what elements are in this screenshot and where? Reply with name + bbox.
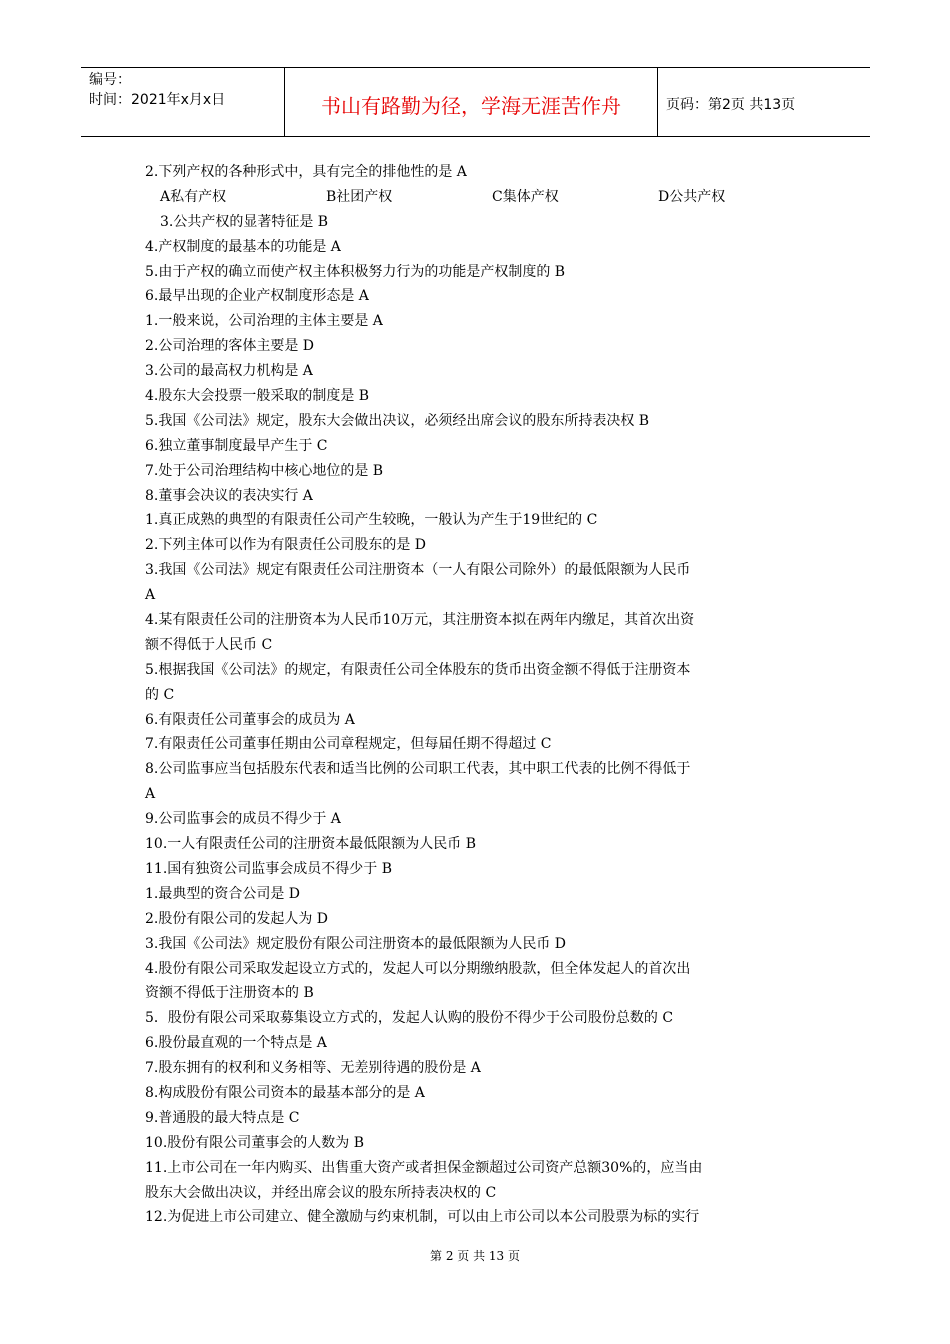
doc-number: 编号：	[89, 72, 131, 88]
text-line: 9.普通股的最大特点是 C	[145, 1109, 300, 1126]
text-line: A	[145, 587, 156, 604]
header-meta	[81, 68, 284, 136]
text-line: 10.股份有限公司董事会的人数为 B	[145, 1134, 365, 1151]
text-line: 9.公司监事会的成员不得少于 A	[145, 811, 341, 828]
option-b: B社团产权	[326, 188, 393, 205]
text-line: 7.有限责任公司董事任期由公司章程规定，但每届任期不得超过 C	[145, 736, 552, 753]
text-line: 11.上市公司在一年内购买、出售重大资产或者担保金额超过公司资产总额30%的，应当由	[145, 1159, 703, 1176]
option-c: C集体产权	[492, 188, 559, 205]
text-line: 6.股份最直观的一个特点是 A	[145, 1035, 327, 1052]
text-line: 7.股东拥有的权利和义务相等、无差别待遇的股份是 A	[145, 1060, 481, 1077]
text-line: 6.有限责任公司董事会的成员为 A	[145, 711, 355, 728]
answer-options	[145, 185, 815, 210]
text-line: 2.公司治理的客体主要是 D	[145, 338, 315, 355]
doc-time: 时间：2021年x月x日	[89, 92, 226, 108]
text-line: 4.产权制度的最基本的功能是 A	[145, 238, 341, 255]
option-d: D公共产权	[658, 188, 726, 205]
page-header	[81, 67, 870, 137]
text-line: 2.下列产权的各种形式中，具有完全的排他性的是 A	[145, 164, 467, 180]
text-line: 6.最早出现的企业产权制度形态是 A	[145, 288, 369, 305]
text-line: 5.我国《公司法》规定，股东大会做出决议，必须经出席会议的股东所持表决权 B	[145, 412, 650, 429]
text-line: 2.下列主体可以作为有限责任公司股东的是 D	[145, 537, 427, 554]
text-line: 4.某有限责任公司的注册资本为人民币10万元，其注册资本拟在两年内缴足，其首次出资	[145, 612, 695, 629]
text-line: 3.我国《公司法》规定有限责任公司注册资本（一人有限公司除外）的最低限额为人民币	[145, 562, 691, 579]
text-line: 10.一人有限责任公司的注册资本最低限额为人民币 B	[145, 836, 477, 853]
header-page-info: 页码：第2页 共13页	[666, 97, 796, 113]
text-line: 5.根据我国《公司法》的规定，有限责任公司全体股东的货币出资金额不得低于注册资本	[145, 661, 691, 678]
text-line: A	[145, 786, 156, 803]
text-line: 4.股东大会投票一般采取的制度是 B	[145, 388, 370, 405]
text-line: 股东大会做出决议，并经出席会议的股东所持表决权的 C	[145, 1184, 497, 1201]
text-line: 1.最典型的资合公司是 D	[145, 885, 301, 902]
document-body	[145, 160, 815, 1230]
text-line: 11.国有独资公司监事会成员不得少于 B	[145, 860, 393, 877]
text-line: 1.真正成熟的典型的有限责任公司产生较晚，一般认为产生于19世纪的 C	[145, 512, 598, 529]
option-a: A私有产权	[160, 188, 227, 205]
text-line: 7.处于公司治理结构中核心地位的是 B	[145, 462, 384, 479]
text-line: 6.独立董事制度最早产生于 C	[145, 437, 328, 454]
text-line: 资额不得低于注册资本的 B	[145, 985, 314, 1002]
text-line: 3.我国《公司法》规定股份有限公司注册资本的最低限额为人民币 D	[145, 935, 567, 952]
text-line: 2.股份有限公司的发起人为 D	[145, 910, 329, 927]
text-line: 3.公司的最高权力机构是 A	[145, 363, 313, 380]
text-line: 5．股份有限公司采取募集设立方式的，发起人认购的股份不得少于公司股份总数的 C	[145, 1010, 674, 1027]
text-line: 8.构成股份有限公司资本的最基本部分的是 A	[145, 1084, 425, 1101]
text-line: 8.董事会决议的表决实行 A	[145, 487, 313, 504]
page-footer: 第 2 页 共 13 页	[430, 1249, 520, 1263]
text-line: 1.一般来说，公司治理的主体主要是 A	[145, 313, 383, 330]
text-line: 额不得低于人民币 C	[145, 636, 273, 653]
text-line: 3.公共产权的显著特征是 B	[160, 213, 329, 230]
text-line: 5.由于产权的确立而使产权主体积极努力行为的功能是产权制度的 B	[145, 263, 566, 280]
text-line: 的 C	[145, 686, 175, 703]
header-motto: 书山有路勤为径，学海无涯苦作舟	[284, 68, 658, 136]
text-line: 4.股份有限公司采取发起设立方式的，发起人可以分期缴纳股款，但全体发起人的首次出	[145, 960, 691, 977]
text-line: 12.为促进上市公司建立、健全激励与约束机制，可以由上市公司以本公司股票为标的实行	[145, 1209, 700, 1226]
text-line: 8.公司监事应当包括股东代表和适当比例的公司职工代表，其中职工代表的比例不得低于	[145, 761, 691, 778]
